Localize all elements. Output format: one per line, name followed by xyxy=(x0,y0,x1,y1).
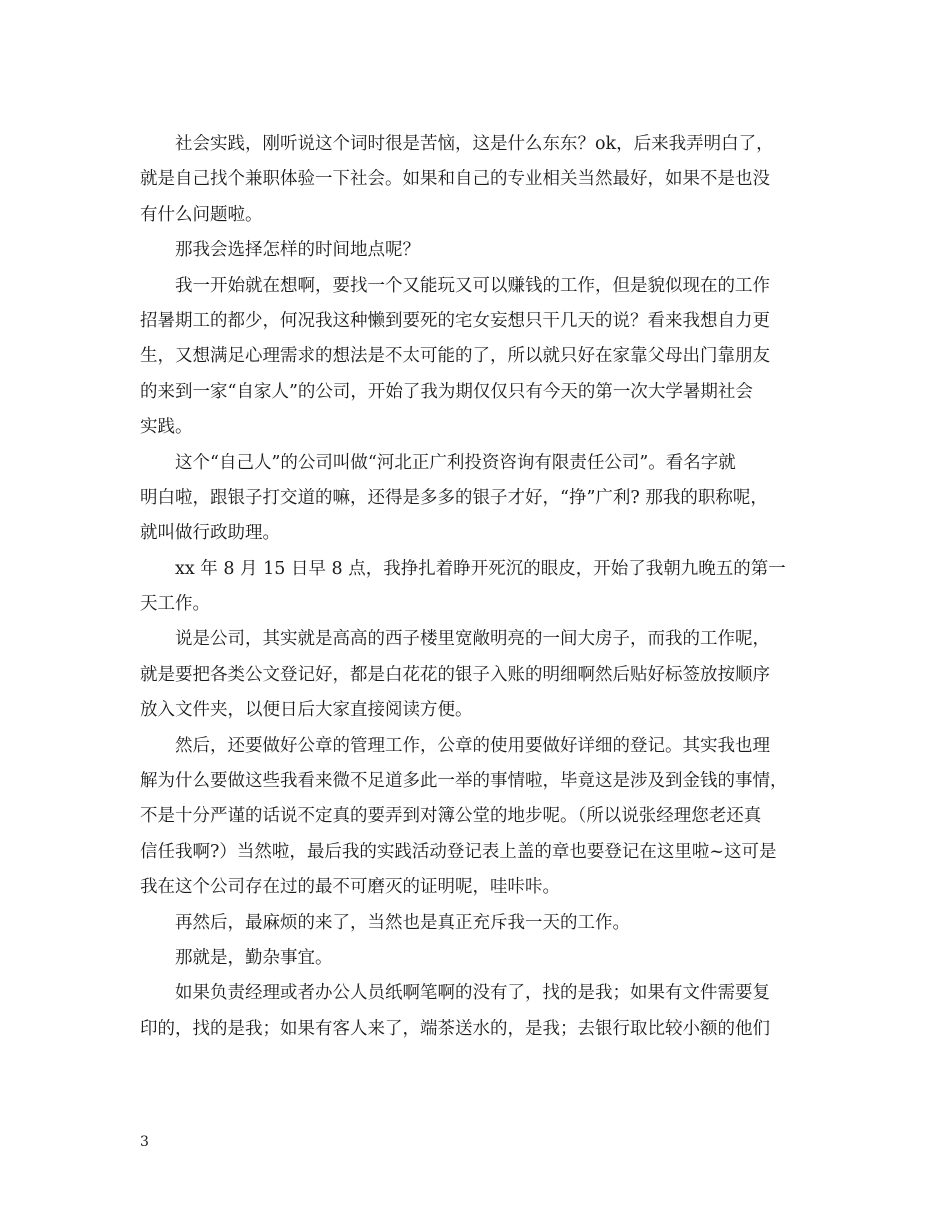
text-line: 生，又想满足心理需求的想法是不太可能的了，所以就只好在家靠父母出门靠朋友 xyxy=(140,346,770,367)
text-line: 就叫做行政助理。 xyxy=(140,523,280,544)
text-line: 信任我啊?）当然啦，最后我的实践活动登记表上盖的章也要登记在这里啦~这可是 xyxy=(140,841,777,862)
text-line: 我一开始就在想啊，要找一个又能玩又可以赚钱的工作，但是貌似现在的工作 xyxy=(175,275,770,296)
text-line: 实践。 xyxy=(140,417,193,438)
text-line: 社会实践，刚听说这个词时很是苦恼，这是什么东东？ok，后来我弄明白了， xyxy=(175,134,774,154)
text-line: 天工作。 xyxy=(140,594,210,615)
text-line: 印的，找的是我；如果有客人来了，端茶送水的，是我；去银行取比较小额的他们 xyxy=(140,1018,770,1039)
text-line: 然后，还要做好公章的管理工作，公章的使用要做好详细的登记。其实我也理 xyxy=(175,735,770,756)
text-line: 那我会选择怎样的时间地点呢？ xyxy=(175,240,420,261)
text-line: 的来到一家“自家人”的公司，开始了我为期仅仅只有今天的第一次大学暑期社会 xyxy=(140,381,753,402)
text-line: 不是十分严谨的话说不定真的要弄到对簿公堂的地步呢。（所以说张经理您老还真 xyxy=(140,806,762,827)
text-line: xx 年 8 月 15 日早 8 点，我挣扎着睁开死沉的眼皮，开始了我朝九晚五的第一 xyxy=(175,558,786,579)
text-line: 就是要把各类公文登记好，都是白花花的银子入账的明细啊然后贴好标签放按顺序 xyxy=(140,664,770,685)
text-line: 明白啦，跟银子打交道的嘛，还得是多多的银子才好，“挣”广利? 那我的职称呢， xyxy=(140,487,768,508)
text-line: 放入文件夹，以便日后大家直接阅读方便。 xyxy=(140,700,473,721)
text-line: 我在这个公司存在过的最不可磨灭的证明呢，哇咔咔。 xyxy=(140,877,560,898)
text-line: 招暑期工的都少，何况我这种懒到要死的宅女妄想只干几天的说？看来我想自力更 xyxy=(140,310,770,331)
text-line: 就是自己找个兼职体验一下社会。如果和自己的专业相关当然最好，如果不是也没 xyxy=(140,169,770,190)
text-line: 如果负责经理或者办公人员纸啊笔啊的没有了，找的是我；如果有文件需要复 xyxy=(175,983,770,1004)
page-number: 3 xyxy=(140,1134,149,1150)
text-line: 说是公司，其实就是高高的西子楼里宽敞明亮的一间大房子，而我的工作呢， xyxy=(175,629,770,650)
text-line: 这个“自己人”的公司叫做“河北正广利投资咨询有限责任公司”。看名字就 xyxy=(175,452,736,473)
text-line: 那就是，勤杂事宜。 xyxy=(175,947,333,968)
text-line: 再然后，最麻烦的来了，当然也是真正充斥我一天的工作。 xyxy=(175,912,630,933)
text-line: 解为什么要做这些我看来微不足道多此一举的事情啦，毕竟这是涉及到金钱的事情， xyxy=(140,771,788,792)
body-text xyxy=(140,127,810,1047)
text-line: 有什么问题啦。 xyxy=(140,204,263,225)
